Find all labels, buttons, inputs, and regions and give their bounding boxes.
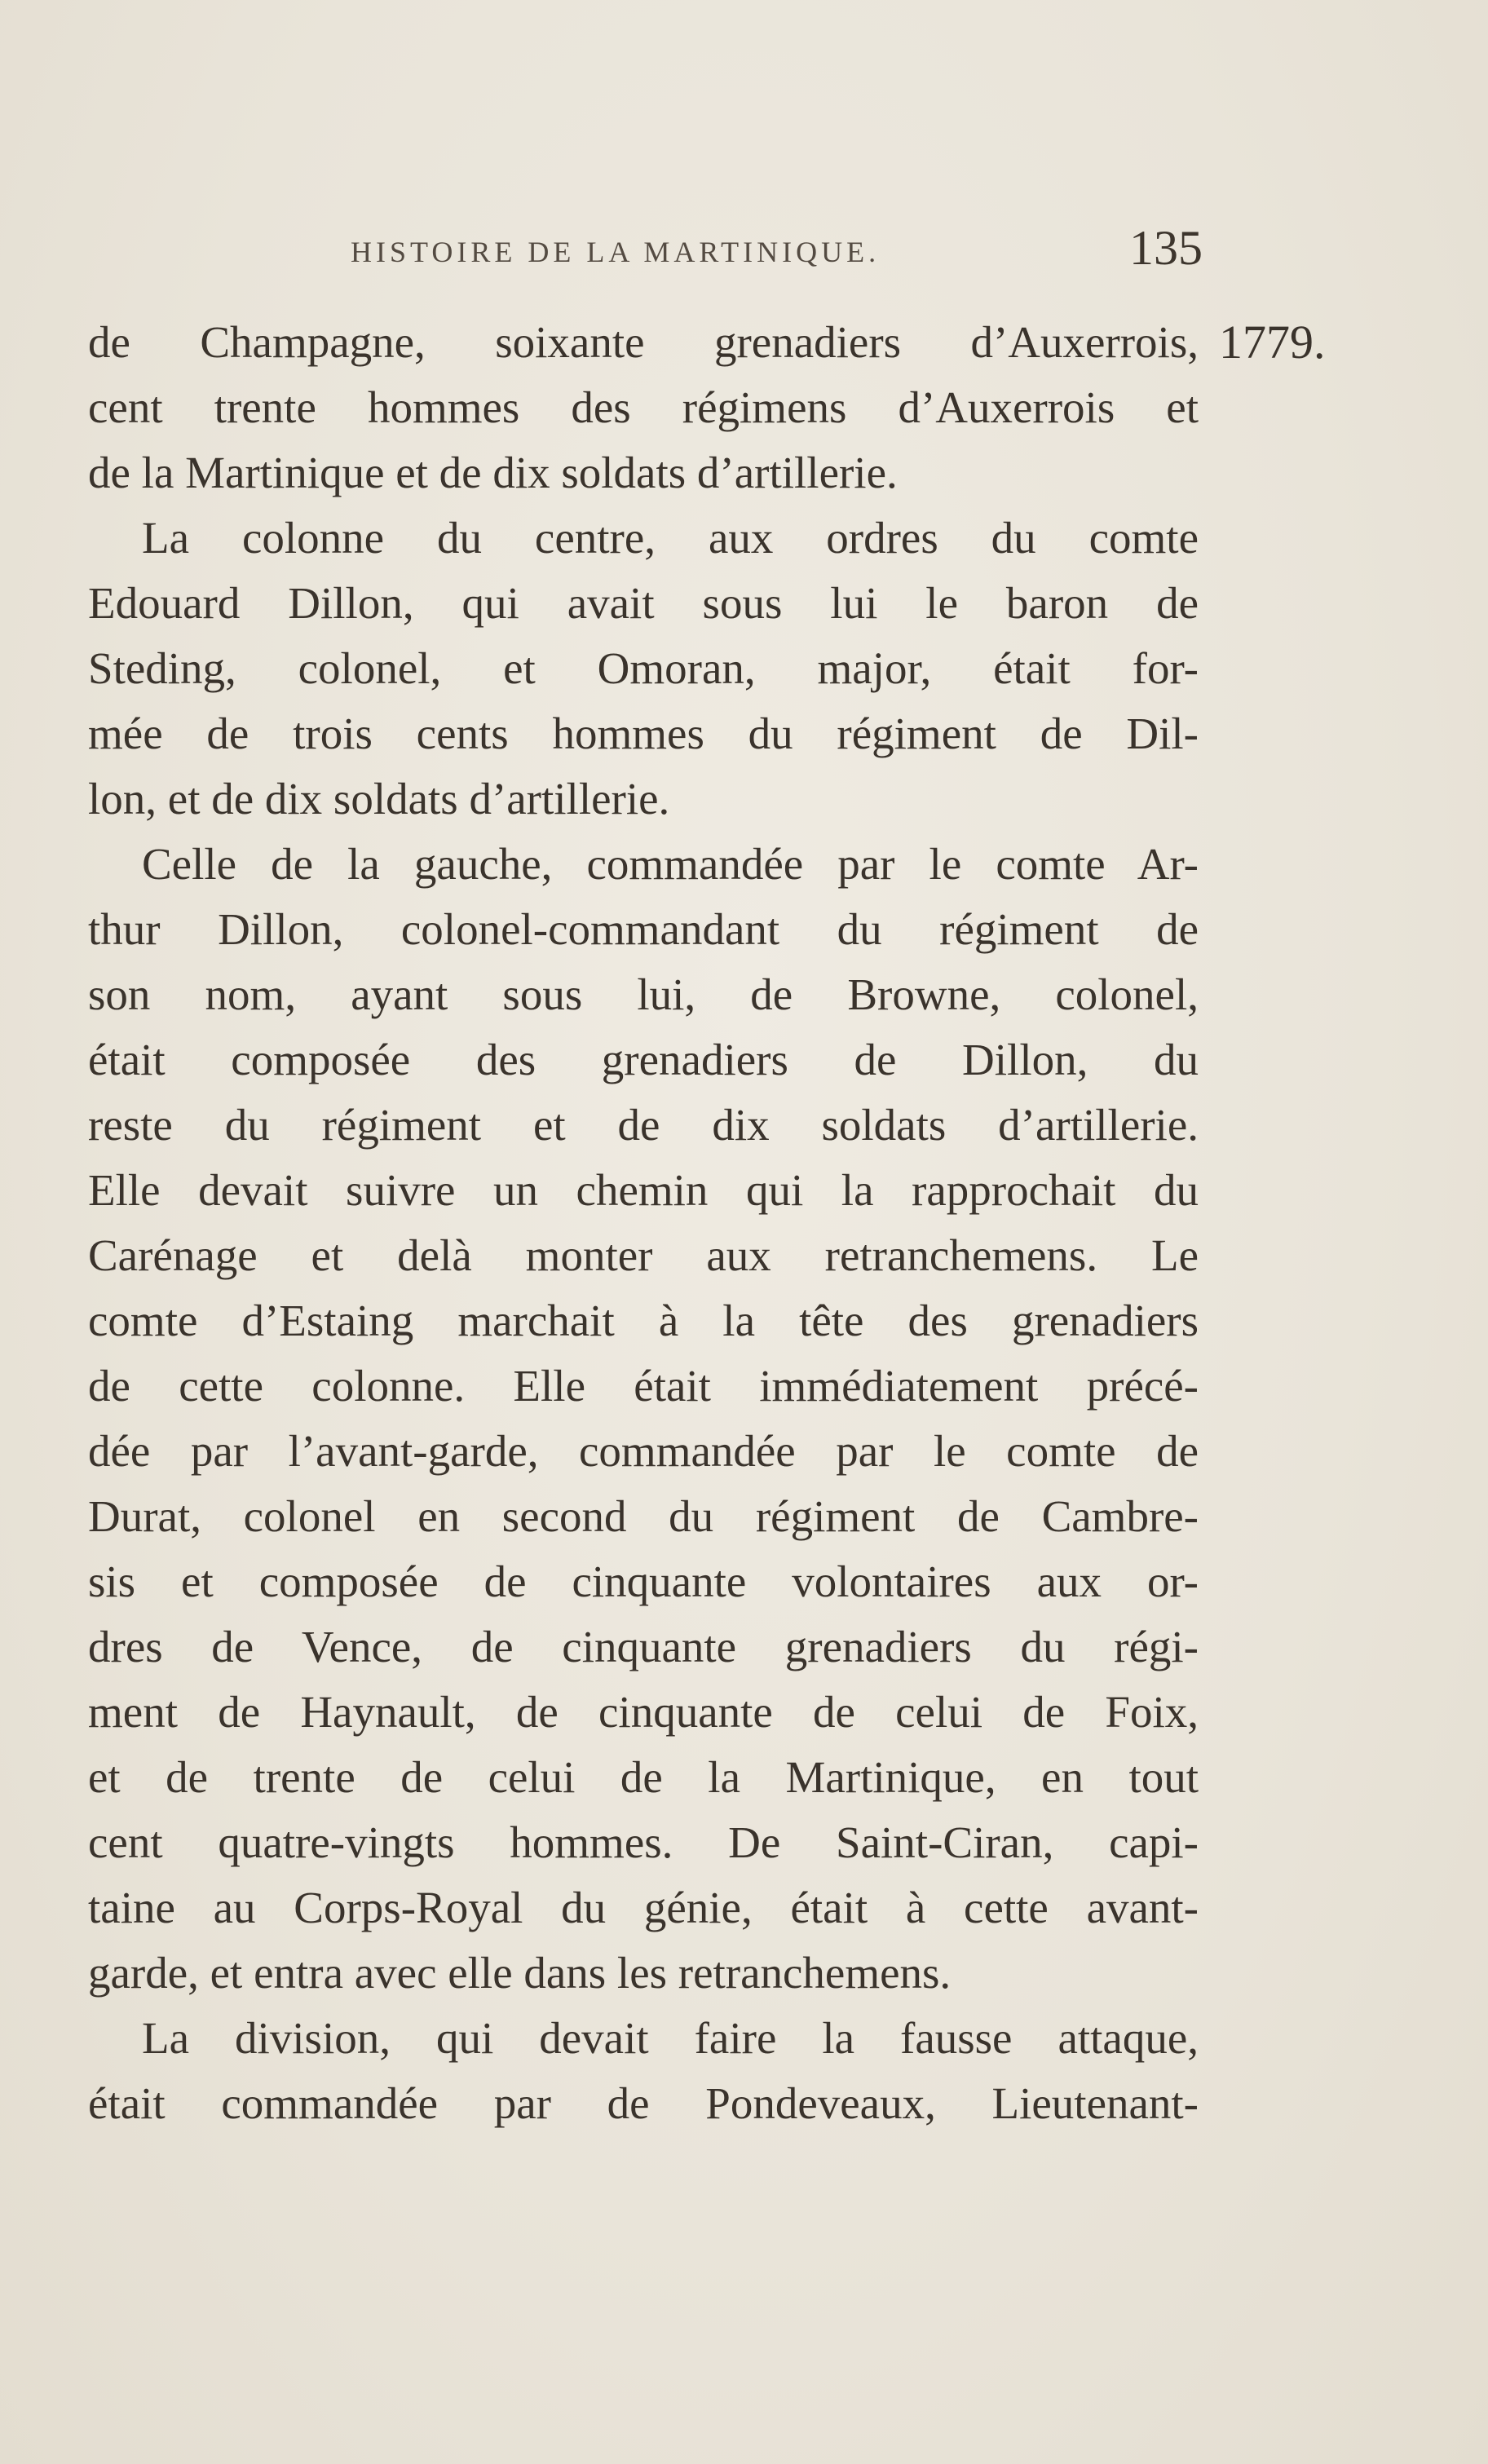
- page-number: 135: [1129, 221, 1203, 275]
- text-line: de cette colonne. Elle était immédiatement précé-: [88, 1361, 1199, 1411]
- body-text: [88, 310, 1199, 2136]
- text-line: dres de Vence, de cinquante grenadiers du régi-: [88, 1622, 1199, 1671]
- text-line: cent quatre-vingts hommes. De Saint-Ciran, capi-: [88, 1817, 1199, 1867]
- text-line: mée de trois cents hommes du régiment de Dil-: [88, 709, 1199, 758]
- text-line: Edouard Dillon, qui avait sous lui le baron de: [88, 578, 1199, 628]
- text-line: était commandée par de Pondeveaux, Lieutenant-: [88, 2078, 1199, 2128]
- text-line: son nom, ayant sous lui, de Browne, colonel,: [88, 969, 1199, 1019]
- text-line: Steding, colonel, et Omoran, major, était for-: [88, 643, 1199, 693]
- text-line: Durat, colonel en second du régiment de Cambre-: [88, 1491, 1199, 1541]
- text-line: cent trente hommes des régimens d’Auxerrois et: [88, 382, 1199, 432]
- paragraph-end-line: de la Martinique et de dix soldats d’artillerie.: [88, 448, 898, 497]
- text-line: Carénage et delà monter aux retranchemens. Le: [88, 1230, 1199, 1280]
- text-line: thur Dillon, colonel-commandant du régiment de: [88, 904, 1199, 954]
- margin-year-note: 1779.: [1219, 316, 1326, 369]
- page-header: [90, 220, 1203, 285]
- text-line: taine au Corps-Royal du génie, était à cette avant-: [88, 1883, 1199, 1932]
- paragraph-start-line: Celle de la gauche, commandée par le comte Ar-: [142, 839, 1199, 889]
- paragraph-start-line: La division, qui devait faire la fausse attaque,: [142, 2013, 1199, 2063]
- paragraph-end-line: garde, et entra avec elle dans les retranchemens.: [88, 1948, 952, 1998]
- text-line: dée par l’avant-garde, commandée par le comte de: [88, 1426, 1199, 1476]
- text-line: sis et composée de cinquante volontaires aux or-: [88, 1557, 1199, 1606]
- text-line: ment de Haynault, de cinquante de celui de Foix,: [88, 1687, 1199, 1737]
- text-line: reste du régiment et de dix soldats d’artillerie.: [88, 1100, 1199, 1150]
- paragraph-end-line: lon, et de dix soldats d’artillerie.: [88, 774, 670, 824]
- running-title: HISTOIRE DE LA MARTINIQUE.: [351, 236, 881, 268]
- paragraph-start-line: La colonne du centre, aux ordres du comte: [142, 513, 1199, 563]
- text-line: et de trente de celui de la Martinique, en tout: [88, 1752, 1199, 1802]
- text-line: était composée des grenadiers de Dillon, du: [88, 1035, 1199, 1084]
- text-line: de Champagne, soixante grenadiers d’Auxerrois,: [88, 317, 1199, 367]
- text-line: comte d’Estaing marchait à la tête des grenadiers: [88, 1296, 1199, 1345]
- text-line: Elle devait suivre un chemin qui la rapprochait du: [88, 1165, 1199, 1215]
